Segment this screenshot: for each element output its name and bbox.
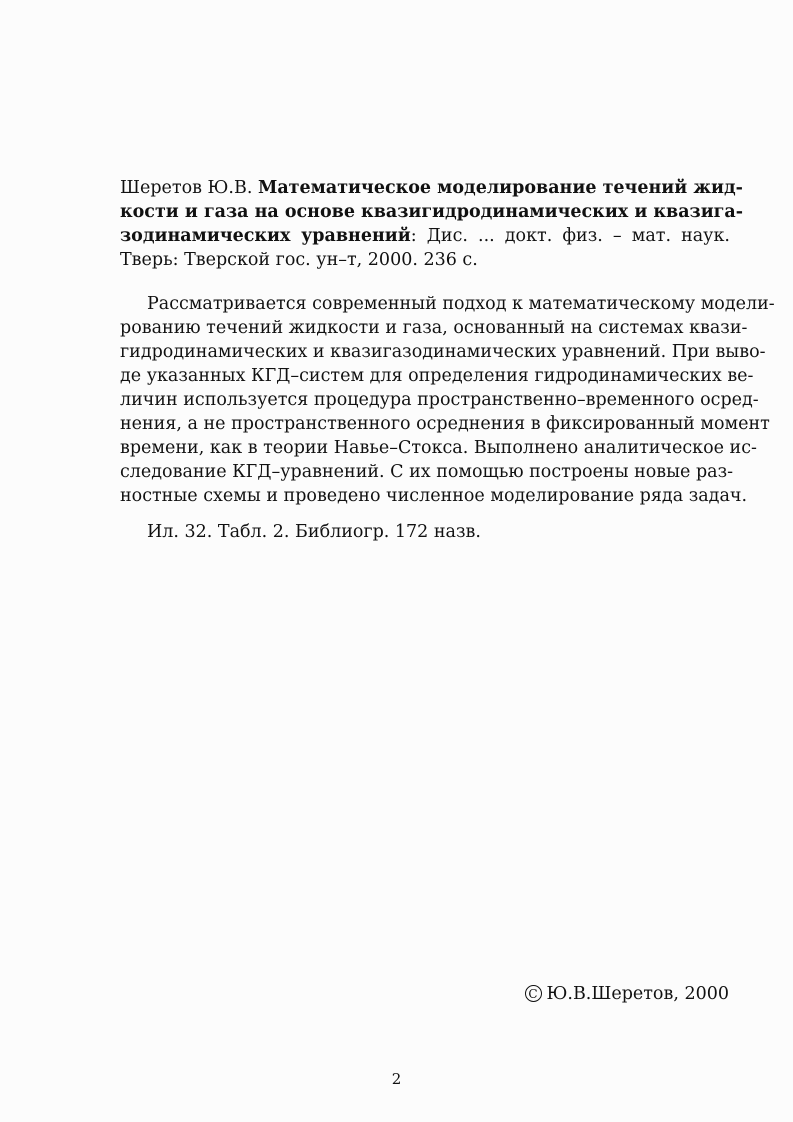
abstract-line: рованию течений жидкости и газа, основанный на системах квази-: [120, 318, 748, 338]
bibliography-note: Ил. 32. Табл. 2. Библиогр. 172 назв.: [147, 522, 481, 542]
page-number: 2: [391, 1070, 402, 1088]
abstract-line: гидродинамических и квазигазодинамических уравнений. При выво-: [120, 342, 766, 362]
reference-line-4: [120, 248, 730, 272]
reference-title-part-1: Математическое моделирование течений жид-: [257, 178, 743, 198]
abstract-line: следование КГД–уравнений. С их помощью построены новые раз-: [120, 462, 734, 482]
reference-line-3: [120, 224, 730, 248]
reference-title-part-2: кости и газа на основе квазигидродинамических и квазига-: [120, 202, 744, 222]
abstract-line: ностные схемы и проведено численное моделирование ряда задач.: [120, 486, 748, 506]
abstract-line: Рассматривается современный подход к математическому модели-: [147, 294, 775, 314]
reference-line-1: [120, 176, 743, 200]
reference-author: Шеретов Ю.В.: [120, 178, 253, 198]
abstract-line: личин используется процедура пространственно–временного осред-: [120, 390, 759, 410]
reference-publisher: Тверь: Тверской гос. ун–т, 2000. 236 с.: [120, 250, 478, 270]
abstract-line: нения, а не пространственного осреднения в фиксированный момент: [120, 414, 770, 434]
copyright-line: [525, 982, 730, 1006]
copyright-text: Ю.В.Шеретов, 2000: [546, 984, 729, 1004]
reference-degree: : Дис. ... докт. физ. – мат. наук.: [410, 226, 730, 246]
abstract-line: времени, как в теории Навье–Стокса. Выполнено аналитическое ис-: [120, 438, 757, 458]
abstract-line: де указанных КГД–систем для определения гидродинамических ве-: [120, 366, 754, 386]
reference-title-part-3: зодинамических уравнений: [120, 226, 411, 246]
copyright-icon: C: [525, 985, 542, 1002]
reference-line-2: [120, 200, 744, 224]
